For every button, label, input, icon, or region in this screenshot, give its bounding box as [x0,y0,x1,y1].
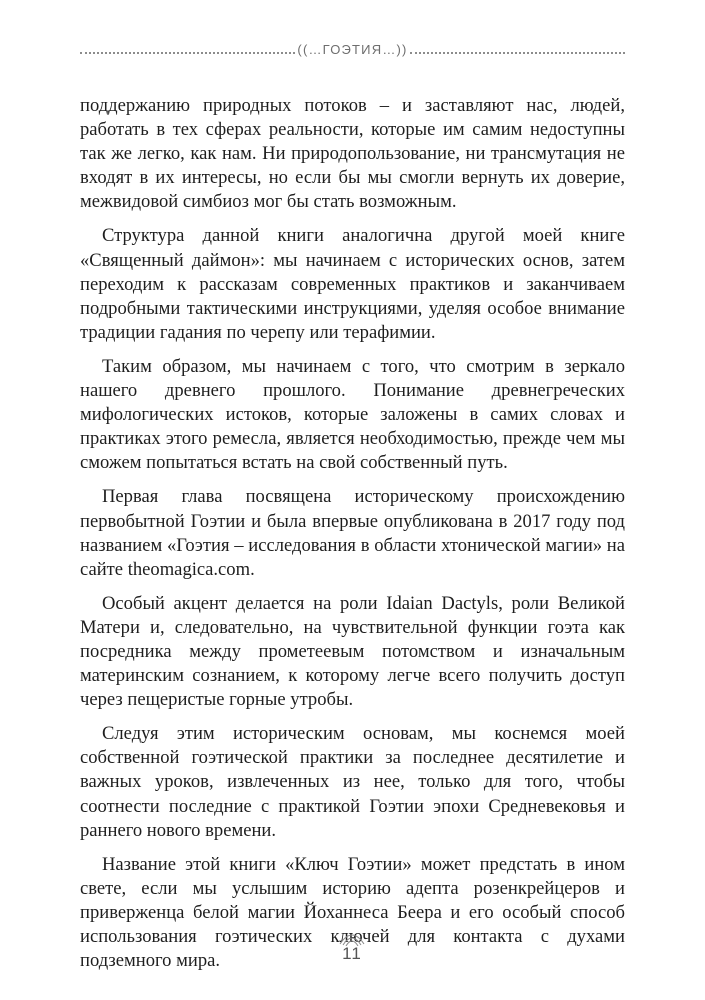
paragraph: поддержанию природных потоков – и заставляют нас, людей, работать в тех сферах реальности, которые им самим недоступны так же легко, как нам. Ни природопользование, ни трансмутация не входят в их интересы, но если бы мы смогли вернуть их доверие, межвидовой симбиоз мог бы стать возможным. [80,95,625,213]
header-dotted-rule-right [410,52,625,54]
running-header-title: ((…ГОЭТИЯ…)) [297,41,408,57]
page-body [80,94,625,983]
paragraph: Название этой книги «Ключ Гоэтии» может предстать в ином свете, если мы услышим историю адепта розенкрейцеров и приверженца белой магии Йоханнеса Беера и его особый способ использования гоэтических ключей для контакта с духами подземного мира. [80,853,625,972]
page-folio [332,928,372,972]
paragraph: Следуя этим историческим основам, мы коснемся моей собственной гоэтической практики за последнее десятилетие и важных уроков, извлеченных из нее, только для того, чтобы соотнести последние с практикой Гоэтии эпохи Средневековья и раннего нового времени. [80,723,625,841]
header-dotted-rule-left [80,52,295,54]
running-header [80,36,625,62]
paragraph: Первая глава посвящена историческому происхождению первобытной Гоэтии и была впервые опубликована в 2017 году под названием «Гоэтия – исследования в области хтонической магии» на сайте theomagica.com. [80,486,625,580]
paragraph: Структура данной книги аналогична другой моей книге «Священный даймон»: мы начинаем с исторических основ, затем переходим к рассказам современных практиков и заканчиваем подробными тактическими инструкциями, уделяя особое внимание традиции гадания по черепу или терафимии. [80,225,625,343]
page-number: 11 [342,944,362,963]
paragraph: Таким образом, мы начинаем с того, что смотрим в зеркало нашего древнего прошлого. Понимание древнегреческих мифологических истоков, которые заложены в самих словах и практиках этого ремесла, является необходимостью, прежде чем мы сможем попытаться встать на свой собственный путь. [80,355,625,474]
paragraph: Особый акцент делается на роли Idaian Dactyls, роли Великой Матери и, следовательно, на чувствительной функции гоэта как посредника между прометеевым потомством и изначальным материнским сознанием, к которому легче всего получить доступ через пещеристые горные утробы. [80,592,625,711]
